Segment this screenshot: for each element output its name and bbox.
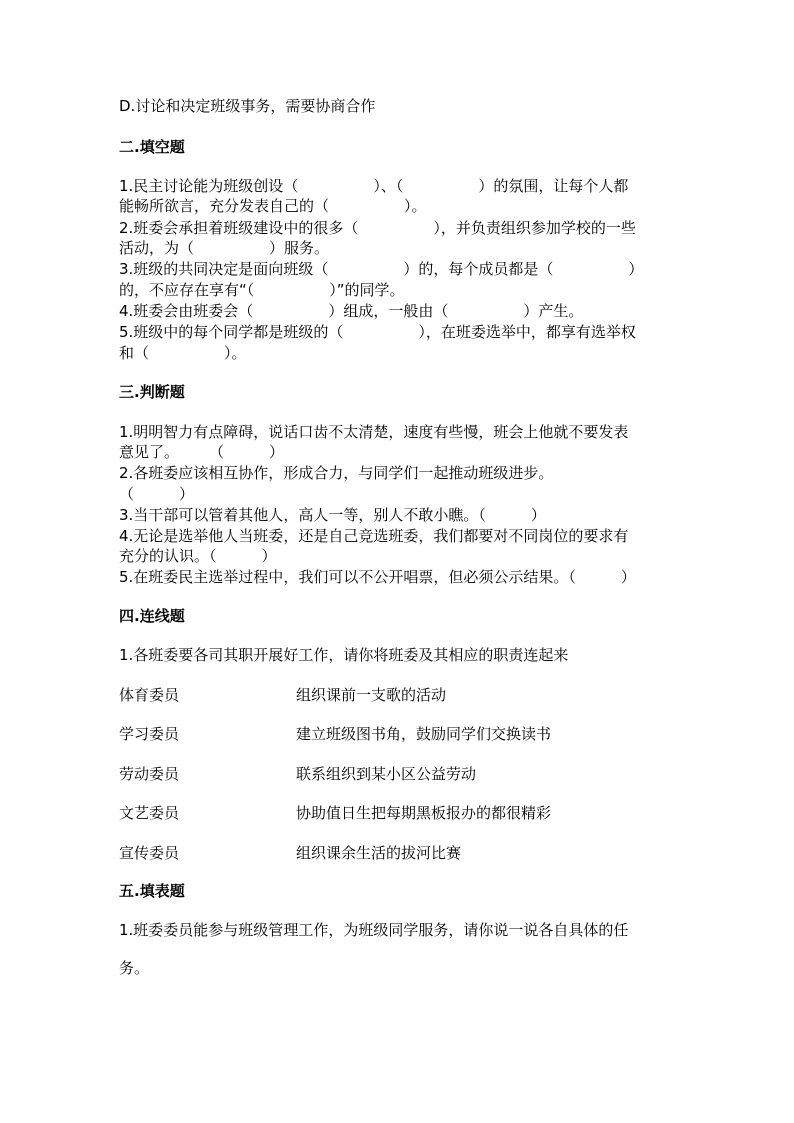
- fill-blank-line: 3.班级的共同决定是面向班级（ ）的，每个成员都是（ ）: [119, 260, 644, 278]
- judge-line: 充分的认识。（ ）: [119, 547, 277, 565]
- match-right-item: 联系组织到某小区公益劳动: [296, 765, 477, 783]
- match-left-item: 劳动委员: [119, 765, 180, 783]
- table-question-line: 1.班委委员能参与班级管理工作，为班级同学服务，请你说一说各自具体的任: [119, 921, 629, 939]
- judge-line: （ ）: [119, 485, 195, 503]
- fill-blank-line: 和（ ）。: [119, 344, 247, 362]
- section-heading-match: 四.连线题: [119, 607, 185, 625]
- match-right-item: 组织课余生活的拔河比赛: [296, 844, 462, 862]
- fill-blank-line: 活动，为（ ）服务。: [119, 239, 330, 257]
- judge-line: 意见了。 （ ）: [119, 443, 285, 461]
- fill-blank-line: 5.班级中的每个同学都是班级的（ ），在班委选举中，都享有选举权: [119, 323, 636, 341]
- fill-blank-line: 的，不应存在享有“（ ）”的同学。: [119, 281, 405, 299]
- match-right-item: 建立班级图书角，鼓励同学们交换读书: [296, 725, 552, 743]
- section-heading-judge: 三.判断题: [119, 383, 185, 401]
- match-right-item: 组织课前一支歌的活动: [296, 686, 447, 704]
- fill-blank-line: 能畅所欲言，充分发表自己的（ ）。: [119, 197, 427, 215]
- match-left-item: 体育委员: [119, 686, 180, 704]
- judge-line: 1.明明智力有点障碍，说话口齿不太清楚，速度有些慢，班会上他就不要发表: [119, 423, 629, 441]
- option-d: D.讨论和决定班级事务，需要协商合作: [119, 97, 376, 115]
- match-left-item: 宣传委员: [119, 844, 180, 862]
- judge-line: 4.无论是选举他人当班委，还是自己竞选班委，我们都要对不同岗位的要求有: [119, 527, 629, 545]
- fill-blank-line: 1.民主讨论能为班级创设（ ）、（ ）的氛围，让每个人都: [119, 177, 629, 195]
- match-left-item: 文艺委员: [119, 804, 180, 822]
- match-left-item: 学习委员: [119, 725, 180, 743]
- fill-blank-line: 2.班委会承担着班级建设中的很多（ ），并负责组织参加学校的一些: [119, 219, 636, 237]
- section-heading-fill-blank: 二.填空题: [119, 138, 185, 156]
- table-question-line: 务。: [119, 959, 150, 977]
- judge-line: 2.各班委应该相互协作，形成合力，与同学们一起推动班级进步。: [119, 464, 554, 482]
- judge-line: 3.当干部可以管着其他人，高人一等，别人不敢小瞧。（ ）: [119, 506, 546, 524]
- section-heading-table: 五.填表题: [119, 882, 185, 900]
- fill-blank-line: 4.班委会由班委会（ ）组成，一般由（ ）产生。: [119, 302, 584, 320]
- match-right-item: 协助值日生把每期黑板报办的都很精彩: [296, 804, 552, 822]
- match-question: 1.各班委要各司其职开展好工作，请你将班委及其相应的职责连起来: [119, 646, 569, 664]
- judge-line: 5.在班委民主选举过程中，我们可以不公开唱票，但必须公示结果。（ ）: [119, 568, 636, 586]
